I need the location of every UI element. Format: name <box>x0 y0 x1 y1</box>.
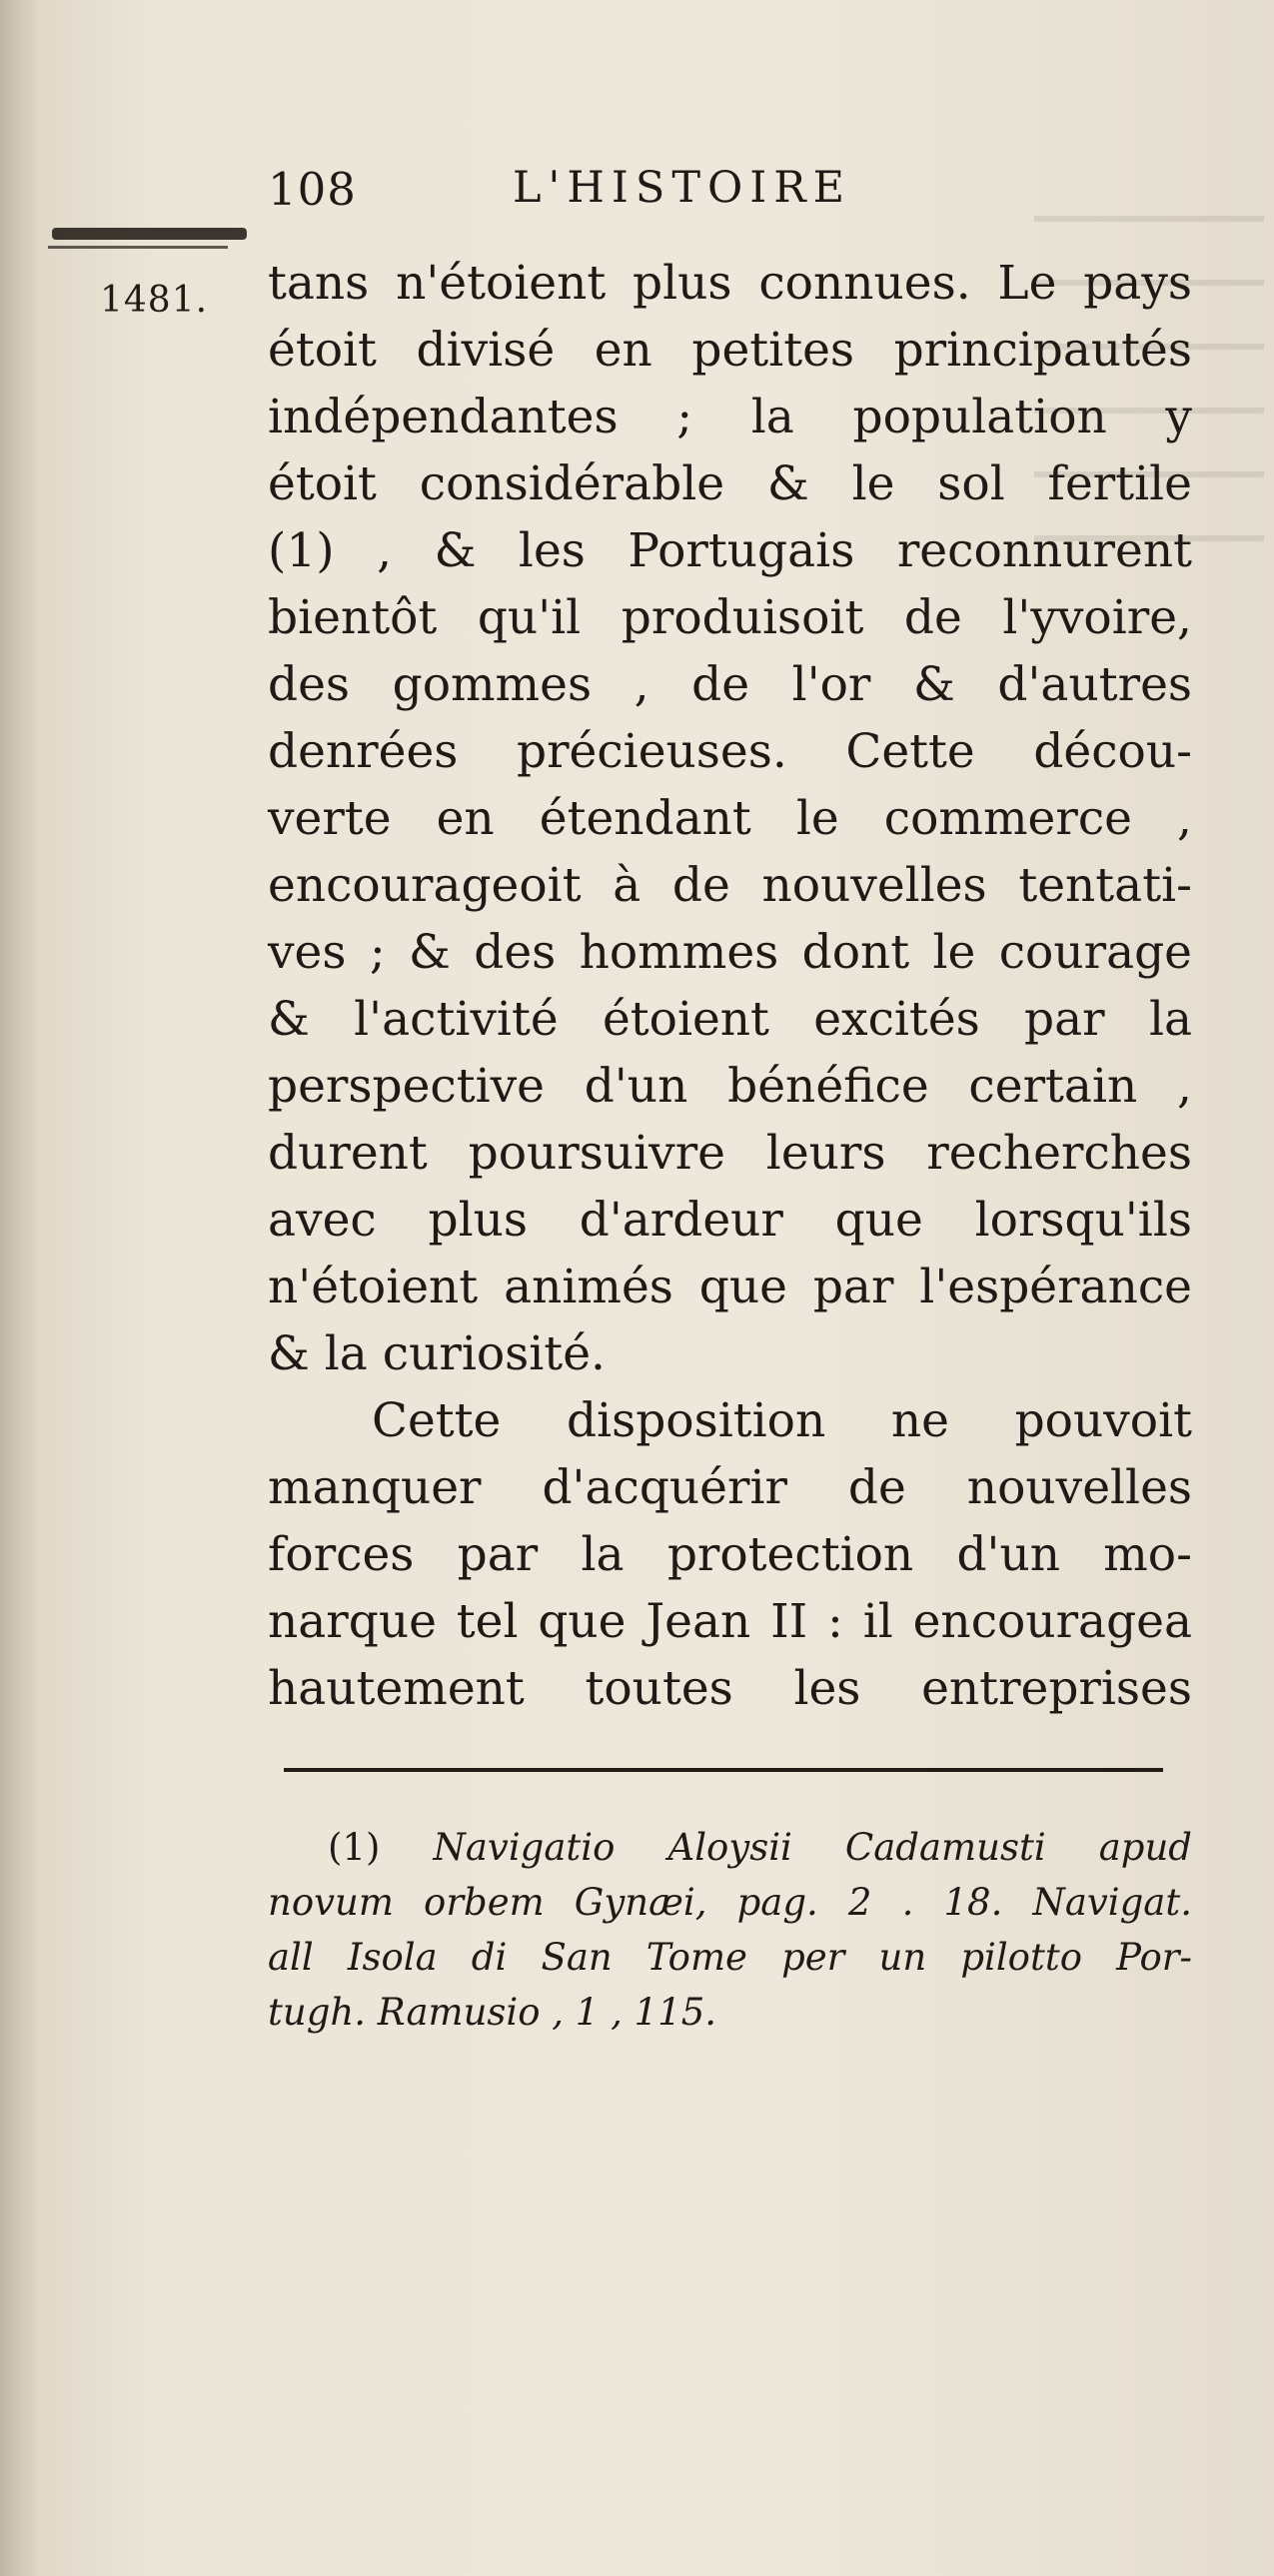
footnote-line <box>268 1820 1192 1875</box>
body-text <box>268 250 1192 1722</box>
text-line: verte en étendant le commerce , <box>268 791 1192 846</box>
text-line: durent poursuivre leurs recherches <box>268 1126 1192 1181</box>
text-line: forces par la protection d'un mo- <box>268 1527 1192 1582</box>
margin-ornament-rule <box>52 228 247 240</box>
running-title: L'HISTOIRE <box>513 163 852 213</box>
text-line: encourageoit à de nouvelles tentati- <box>268 858 1192 913</box>
footnote-line: all Isola di San Tome per un pilotto Por- <box>268 1936 1192 1979</box>
footnote <box>268 1820 1192 2040</box>
text-line: étoit considérable & le sol fertile <box>268 456 1192 511</box>
text-line: (1) , & les Portugais reconnurent <box>268 523 1192 578</box>
margin-year-note: 1481. <box>100 280 209 321</box>
text-line: perspective d'un bénéfice certain , <box>268 1059 1192 1114</box>
footnote-line: novum orbem Gynæi, pag. 2 . 18. Navigat. <box>268 1881 1192 1924</box>
text-line: narque tel que Jean II : il encouragea <box>268 1594 1192 1649</box>
text-line: étoit divisé en petites principautés <box>268 323 1192 378</box>
footnote-line: tugh. Ramusio , 1 , 115. <box>268 1991 717 2034</box>
text-line: tans n'étoient plus connues. Le pays <box>268 256 1192 311</box>
text-line: avec plus d'ardeur que lorsqu'ils <box>268 1193 1192 1248</box>
text-line: des gommes , de l'or & d'autres <box>268 657 1192 712</box>
page-header <box>268 163 927 223</box>
text-line-paragraph-start: Cette disposition ne pouvoit <box>372 1393 1192 1448</box>
page-edge-shadow <box>0 0 40 2576</box>
footnote-text: Navigatio Aloysii Cadamusti apud <box>433 1826 1192 1869</box>
text-line: n'étoient animés que par l'espérance <box>268 1260 1192 1314</box>
text-line: bientôt qu'il produisoit de l'yvoire, <box>268 590 1192 645</box>
text-line: & l'activité étoient excités par la <box>268 992 1192 1047</box>
text-line: manquer d'acquérir de nouvelles <box>268 1460 1192 1515</box>
footnote-separator <box>284 1768 1163 1772</box>
page-number: 108 <box>268 163 357 216</box>
text-line: indépendantes ; la population y <box>268 390 1192 444</box>
footnote-marker: (1) <box>328 1826 381 1869</box>
text-line: ves ; & des hommes dont le courage <box>268 925 1192 980</box>
text-line: & la curiosité. <box>268 1326 606 1381</box>
text-line: hautement toutes les entreprises <box>268 1661 1192 1716</box>
text-line: denrées précieuses. Cette décou- <box>268 724 1192 779</box>
